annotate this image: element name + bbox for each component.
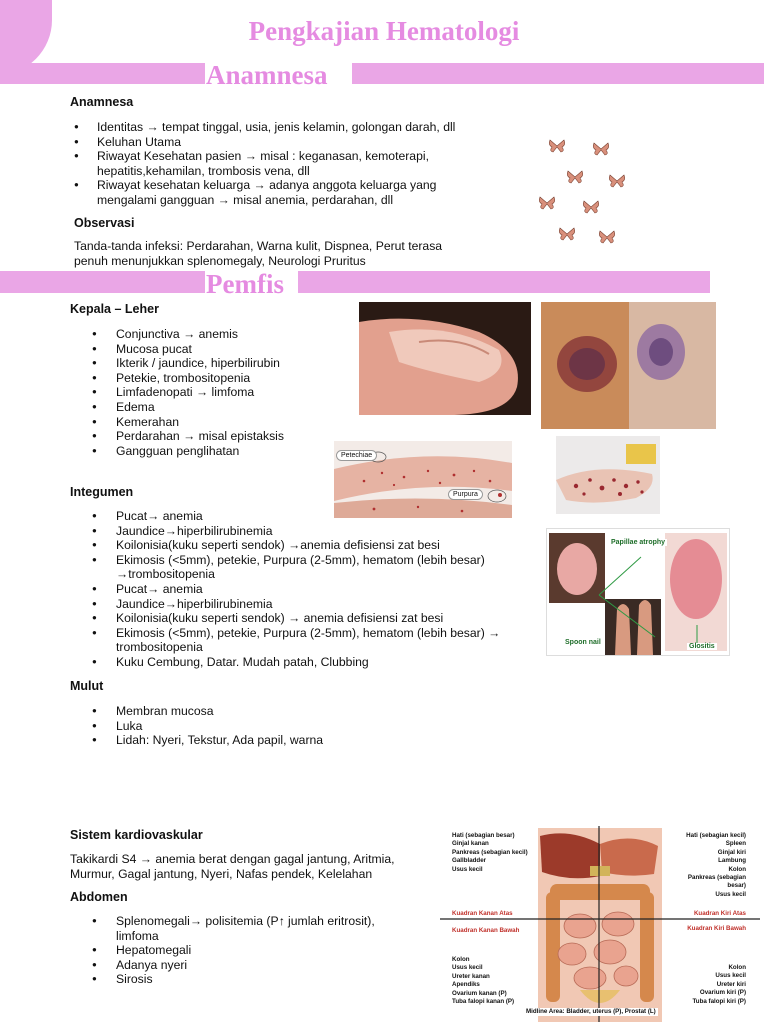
mulut-list: [70, 704, 470, 748]
list-item: ● Pucat→ anemia: [70, 582, 520, 597]
butterfly-icon: [598, 230, 616, 244]
header-band-left: [0, 63, 205, 84]
nail-photo: [359, 302, 531, 415]
tongue-nail-photo: [546, 528, 730, 656]
list-item: ● Kemerahan: [70, 415, 360, 430]
observasi-text: Tanda-tanda infeksi: Perdarahan, Warna kulit, Dispnea, Perut terasa penuh menunjukkan splenomegaly, Neurologi Pruritus: [74, 239, 443, 268]
kepala-list: [70, 327, 360, 458]
list-item: ● Koilonisia(kuku seperti sendok) →anemia defisiensi zat besi: [70, 538, 520, 553]
pemfis-band-left: [0, 271, 205, 293]
kardio-heading: Sistem kardiovaskular: [70, 828, 203, 842]
kardio-text: Takikardi S4 → anemia berat dengan gagal jantung, Aritmia, Murmur, Gagal jantung, Nyeri, Nafas pendek, Kelelahan: [70, 852, 395, 881]
list-item: ● Sirosis: [70, 972, 420, 987]
right-upper-organs: Hati (sebagian besar) Ginjal kanan Pankreas (sebagian kecil) Gallbladder Usus kecil: [452, 832, 528, 873]
purpura-label: Purpura: [448, 489, 483, 500]
page-title: Pengkajian Hematologi: [248, 16, 520, 46]
butterfly-icon: [548, 139, 566, 153]
bruise-photo: [541, 302, 716, 429]
quadrant-right-upper-label: Kuadran Kanan Atas: [452, 910, 513, 917]
list-item: ● Riwayat Kesehatan pasien → misal : keganasan, kemoterapi, hepatitis,kehamilan, trombosis vena, dll: [70, 149, 470, 178]
butterfly-icon: [538, 196, 556, 210]
left-lower-organs: Kolon Usus kecil Ureter kiri Ovarium kiri (P) Tuba falopi kiri (P): [692, 964, 746, 1005]
list-item: ● Gangguan penglihatan: [70, 444, 360, 459]
list-item: ● Jaundice→hiperbilirubinemia: [70, 597, 520, 612]
purpura-foot-photo: [556, 436, 660, 514]
list-item: ● Ikterik / jaundice, hiperbilirubin: [70, 356, 360, 371]
midline-area-label: Midline Area: Bladder, uterus (P), Prostat (L): [526, 1008, 656, 1015]
butterfly-icon: [592, 142, 610, 156]
right-lower-organs: Kolon Usus kecil Ureter kanan Apendiks Ovarium kanan (P) Tuba falopi kanan (P): [452, 956, 515, 1006]
list-item: ● Keluhan Utama: [70, 135, 470, 150]
list-item: ● Petekie, trombositopenia: [70, 371, 360, 386]
papillae-atrophy-label: Papillae atrophy: [611, 539, 666, 546]
observasi-heading: Observasi: [74, 216, 135, 230]
anamnesa-heading: Anamnesa: [70, 95, 134, 109]
butterfly-icon: [558, 227, 576, 241]
list-item: ● Membran mucosa: [70, 704, 470, 719]
mulut-heading: Mulut: [70, 679, 104, 693]
left-upper-organs: Hati (sebagian kecil) Spleen Ginjal kiri Lambung Kolon Pankreas (sebagian besar) Usus kecil: [686, 832, 746, 898]
quadrant-left-lower-label: Kuadran Kiri Bawah: [687, 925, 746, 932]
list-item: ● Lidah: Nyeri, Tekstur, Ada papil, warna: [70, 733, 470, 748]
spoon-nail-label: Spoon nail: [565, 639, 601, 646]
list-item: ● Pucat→ anemia: [70, 509, 520, 524]
list-item: ● Ekimosis (<5mm), petekie, Purpura (2-5mm), hematom (lebih besar) → trombositopenia: [70, 626, 520, 655]
quadrant-left-upper-label: Kuadran Kiri Atas: [693, 910, 746, 917]
abdomen-quadrant-diagram: [440, 826, 760, 1022]
kepala-heading: Kepala – Leher: [70, 302, 159, 316]
butterflies-illustration: [536, 134, 636, 252]
list-item: ● Limfadenopati → limfoma: [70, 385, 360, 400]
list-item: ● Kuku Cembung, Datar. Mudah patah, Clubbing: [70, 655, 520, 670]
list-item: ● Luka: [70, 719, 470, 734]
list-item: ● Mucosa pucat: [70, 342, 360, 357]
petechiae-photo: [334, 441, 512, 518]
glositis-label: Glositis: [689, 643, 715, 650]
abdomen-heading: Abdomen: [70, 890, 128, 904]
list-item: ● Hepatomegali: [70, 943, 420, 958]
petechiae-label: Petechiae: [336, 450, 377, 461]
list-item: ● Edema: [70, 400, 360, 415]
anamnesa-list: [70, 120, 470, 208]
list-item: ● Perdarahan → misal epistaksis: [70, 429, 360, 444]
pemfis-band-right: [298, 271, 710, 293]
list-item: ● Conjunctiva → anemis: [70, 327, 360, 342]
butterfly-icon: [608, 174, 626, 188]
list-item: ● Koilonisia(kuku seperti sendok) → anemia defisiensi zat besi: [70, 611, 520, 626]
quadrant-right-lower-label: Kuadran Kanan Bawah: [452, 927, 520, 934]
section-anamnesa-title: Anamnesa: [206, 60, 328, 90]
section-pemfis-title: Pemfis: [206, 269, 284, 299]
integumen-heading: Integumen: [70, 485, 134, 499]
list-item: ● Splenomegali→ polisitemia (P↑ jumlah eritrosit), limfoma: [70, 914, 420, 943]
butterfly-icon: [566, 170, 584, 184]
list-item: ● Jaundice→hiperbilirubinemia: [70, 524, 520, 539]
list-item: ● Ekimosis (<5mm), petekie, Purpura (2-5mm), hematom (lebih besar) →trombositopenia: [70, 553, 520, 582]
integumen-list: [70, 509, 520, 670]
list-item: ● Riwayat kesehatan keluarga → adanya anggota keluarga yang mengalami gangguan → misal anemia, perdarahan, dll: [70, 178, 470, 207]
list-item: ● Adanya nyeri: [70, 958, 420, 973]
header-band-right: [352, 63, 764, 84]
butterfly-icon: [582, 200, 600, 214]
list-item: ● Identitas → tempat tinggal, usia, jenis kelamin, golongan darah, dll: [70, 120, 470, 135]
abdomen-list: [70, 914, 420, 987]
